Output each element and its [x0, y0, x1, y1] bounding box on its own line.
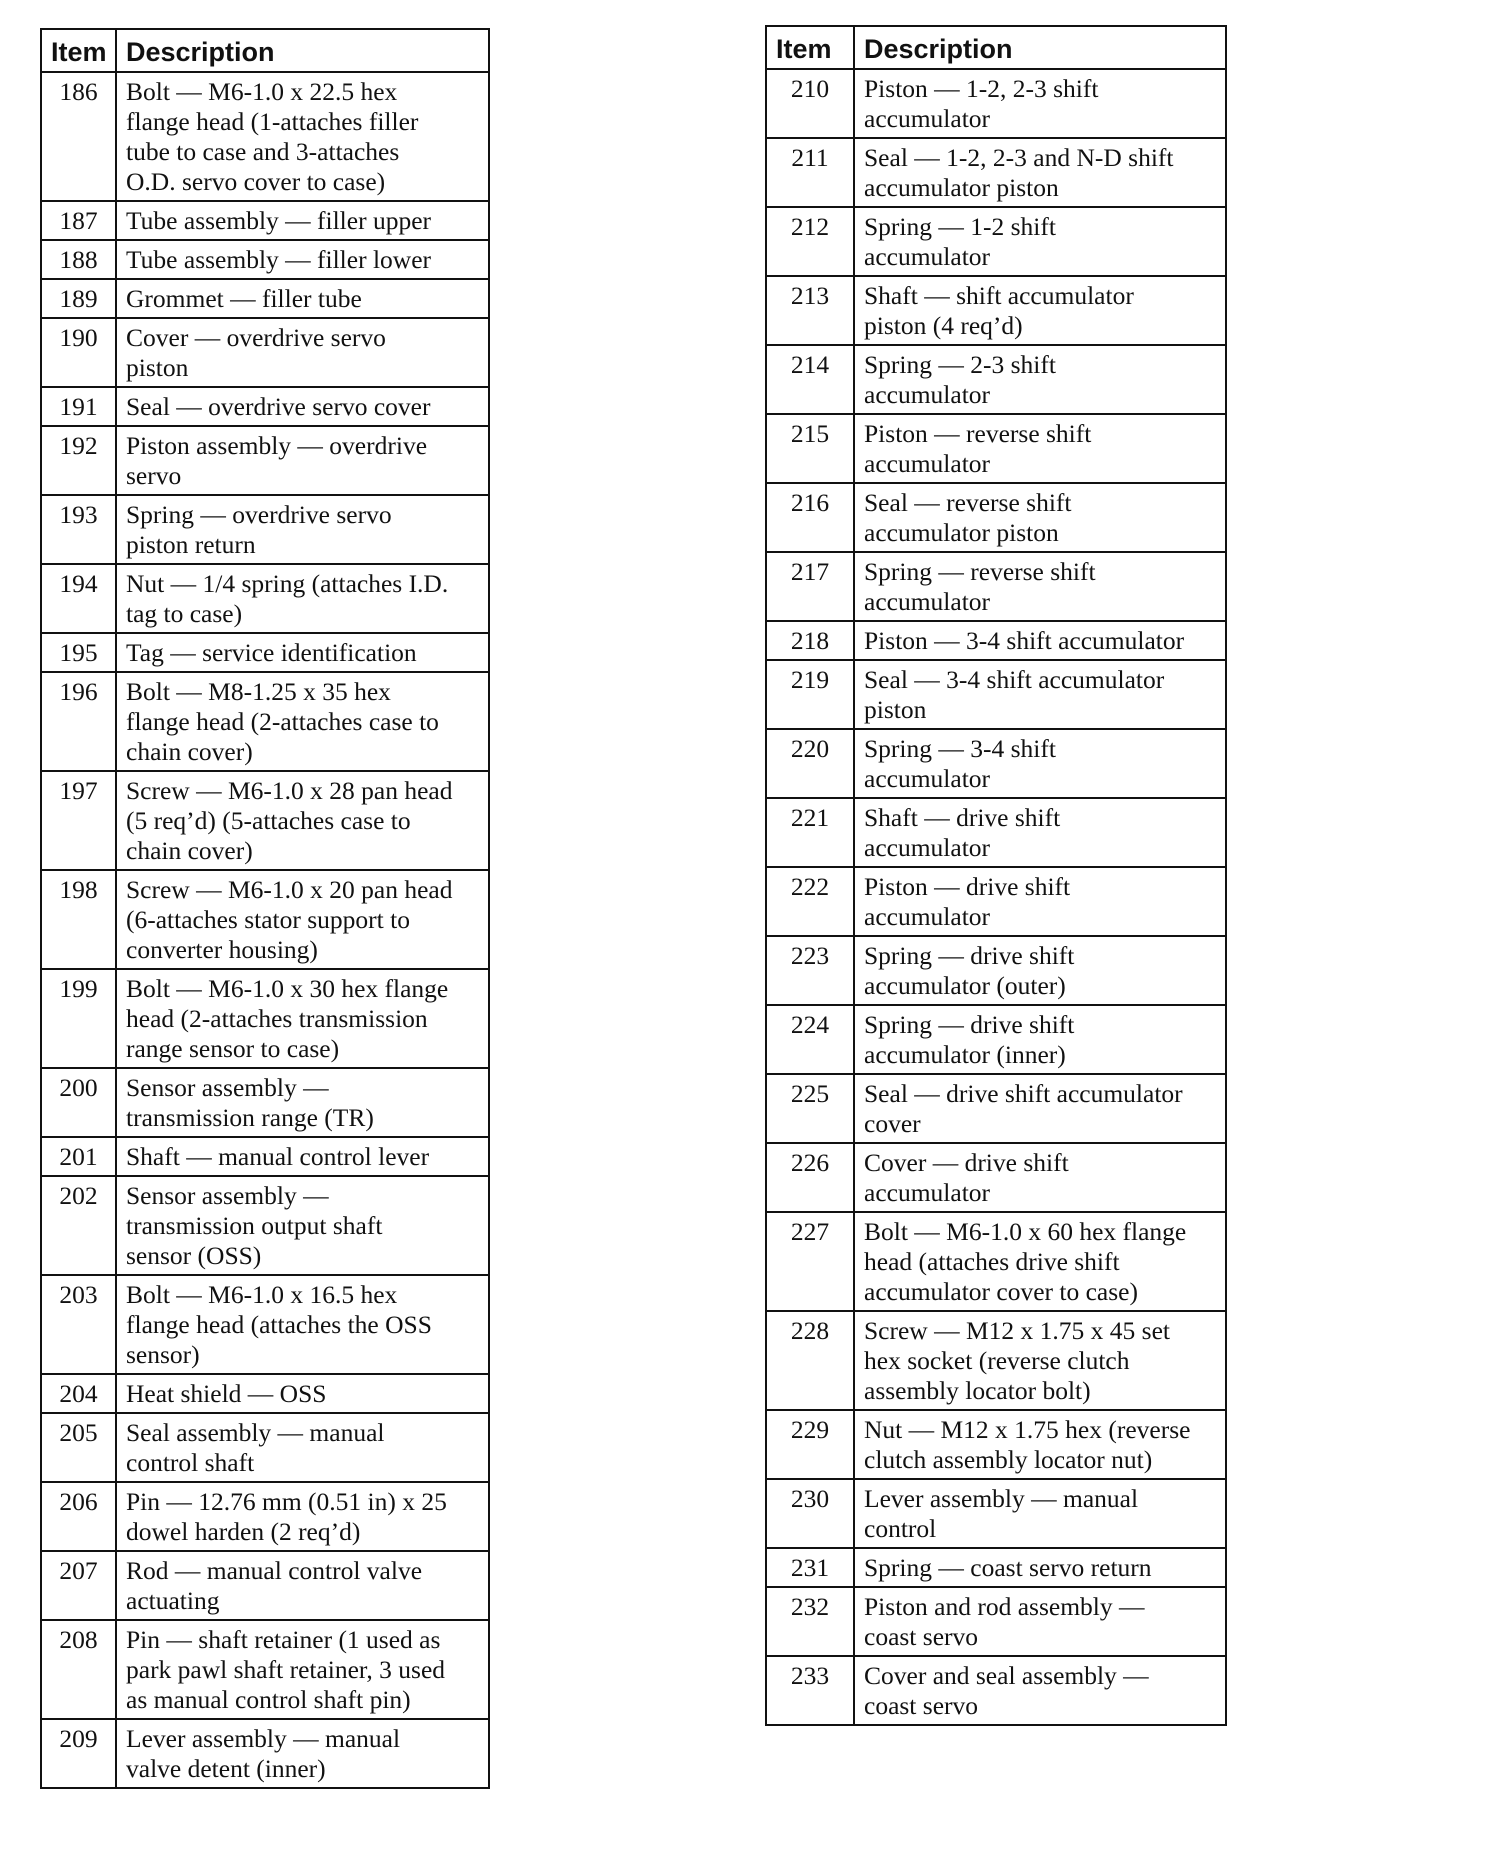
item-number: 194 [41, 564, 116, 633]
description-column-header: Description [116, 29, 489, 72]
table-row [41, 495, 489, 564]
item-number: 205 [41, 1413, 116, 1482]
item-number: 229 [766, 1410, 854, 1479]
item-description: Spring — 2-3 shift accumulator [854, 345, 1226, 414]
table-row [41, 240, 489, 279]
table-row [41, 1374, 489, 1413]
item-number: 228 [766, 1311, 854, 1410]
item-description: Grommet — filler tube [116, 279, 489, 318]
item-description: Sensor assembly — transmission output shaft sensor (OSS) [116, 1176, 489, 1275]
table-row [766, 1656, 1226, 1725]
item-description: Shaft — drive shift accumulator [854, 798, 1226, 867]
item-description: Rod — manual control valve actuating [116, 1551, 489, 1620]
item-number: 233 [766, 1656, 854, 1725]
table-row [41, 969, 489, 1068]
table-row [41, 318, 489, 387]
table-row [41, 1137, 489, 1176]
item-number: 232 [766, 1587, 854, 1656]
item-number: 217 [766, 552, 854, 621]
item-number: 231 [766, 1548, 854, 1587]
item-description: Seal assembly — manual control shaft [116, 1413, 489, 1482]
item-number: 220 [766, 729, 854, 798]
item-number: 222 [766, 867, 854, 936]
table-row [766, 1479, 1226, 1548]
item-description: Piston and rod assembly — coast servo [854, 1587, 1226, 1656]
item-description: Lever assembly — manual control [854, 1479, 1226, 1548]
item-number: 186 [41, 72, 116, 201]
item-description: Lever assembly — manual valve detent (inner) [116, 1719, 489, 1788]
table-row [41, 870, 489, 969]
item-column-header: Item [41, 29, 116, 72]
item-description: Piston assembly — overdrive servo [116, 426, 489, 495]
item-number: 196 [41, 672, 116, 771]
item-number: 224 [766, 1005, 854, 1074]
table-row [41, 672, 489, 771]
item-number: 214 [766, 345, 854, 414]
item-description: Cover and seal assembly — coast servo [854, 1656, 1226, 1725]
table-row [766, 138, 1226, 207]
item-description: Seal — 1-2, 2-3 and N-D shift accumulator piston [854, 138, 1226, 207]
item-description: Piston — reverse shift accumulator [854, 414, 1226, 483]
table-row [766, 483, 1226, 552]
table-row [766, 414, 1226, 483]
item-number: 227 [766, 1212, 854, 1311]
table-row [41, 1068, 489, 1137]
table-row [41, 1482, 489, 1551]
item-description: Cover — overdrive servo piston [116, 318, 489, 387]
item-description: Screw — M12 x 1.75 x 45 set hex socket (reverse clutch assembly locator bolt) [854, 1311, 1226, 1410]
table-row [766, 1005, 1226, 1074]
item-description: Seal — 3-4 shift accumulator piston [854, 660, 1226, 729]
item-description: Bolt — M6-1.0 x 60 hex flange head (attaches drive shift accumulator cover to case) [854, 1212, 1226, 1311]
item-description: Heat shield — OSS [116, 1374, 489, 1413]
table-row [41, 1413, 489, 1482]
item-number: 189 [41, 279, 116, 318]
table-row [41, 1275, 489, 1374]
table-row [766, 276, 1226, 345]
table-row [766, 729, 1226, 798]
table-row [41, 201, 489, 240]
item-description: Cover — drive shift accumulator [854, 1143, 1226, 1212]
table-row [41, 1176, 489, 1275]
table-row [766, 936, 1226, 1005]
item-description: Spring — 1-2 shift accumulator [854, 207, 1226, 276]
item-description: Nut — M12 x 1.75 hex (reverse clutch assembly locator nut) [854, 1410, 1226, 1479]
item-number: 200 [41, 1068, 116, 1137]
item-number: 187 [41, 201, 116, 240]
header-row [766, 26, 1226, 69]
item-number: 206 [41, 1482, 116, 1551]
item-number: 204 [41, 1374, 116, 1413]
item-number: 197 [41, 771, 116, 870]
item-description: Spring — overdrive servo piston return [116, 495, 489, 564]
item-number: 218 [766, 621, 854, 660]
item-number: 191 [41, 387, 116, 426]
item-description: Screw — M6-1.0 x 20 pan head (6-attaches stator support to converter housing) [116, 870, 489, 969]
item-number: 211 [766, 138, 854, 207]
item-description: Tube assembly — filler lower [116, 240, 489, 279]
item-number: 193 [41, 495, 116, 564]
description-column-header: Description [854, 26, 1226, 69]
table-row [766, 1548, 1226, 1587]
item-description: Spring — coast servo return [854, 1548, 1226, 1587]
table-row [766, 660, 1226, 729]
item-description: Seal — reverse shift accumulator piston [854, 483, 1226, 552]
item-number: 207 [41, 1551, 116, 1620]
table-row [766, 69, 1226, 138]
table-row [41, 771, 489, 870]
table-row [41, 279, 489, 318]
item-description: Seal — overdrive servo cover [116, 387, 489, 426]
item-number: 221 [766, 798, 854, 867]
header-row [41, 29, 489, 72]
item-description: Spring — drive shift accumulator (inner) [854, 1005, 1226, 1074]
item-number: 195 [41, 633, 116, 672]
item-description: Bolt — M6-1.0 x 22.5 hex flange head (1-attaches filler tube to case and 3-attaches O.D. servo cover to case) [116, 72, 489, 201]
item-number: 190 [41, 318, 116, 387]
item-number: 209 [41, 1719, 116, 1788]
item-number: 230 [766, 1479, 854, 1548]
item-description: Spring — drive shift accumulator (outer) [854, 936, 1226, 1005]
table-row [41, 387, 489, 426]
item-number: 201 [41, 1137, 116, 1176]
table-row [41, 426, 489, 495]
item-number: 198 [41, 870, 116, 969]
table-row [766, 345, 1226, 414]
item-description: Tube assembly — filler upper [116, 201, 489, 240]
parts-table-left [40, 28, 490, 1789]
item-description: Seal — drive shift accumulator cover [854, 1074, 1226, 1143]
table-row [41, 1719, 489, 1788]
item-description: Tag — service identification [116, 633, 489, 672]
item-description: Nut — 1/4 spring (attaches I.D. tag to case) [116, 564, 489, 633]
table-row [766, 1074, 1226, 1143]
table-row [41, 1620, 489, 1719]
item-description: Piston — 1-2, 2-3 shift accumulator [854, 69, 1226, 138]
item-description: Screw — M6-1.0 x 28 pan head (5 req’d) (5-attaches case to chain cover) [116, 771, 489, 870]
item-description: Spring — 3-4 shift accumulator [854, 729, 1226, 798]
table-row [41, 564, 489, 633]
item-description: Spring — reverse shift accumulator [854, 552, 1226, 621]
item-number: 215 [766, 414, 854, 483]
table-row [766, 1311, 1226, 1410]
item-number: 219 [766, 660, 854, 729]
item-description: Bolt — M8-1.25 x 35 hex flange head (2-attaches case to chain cover) [116, 672, 489, 771]
item-description: Piston — drive shift accumulator [854, 867, 1226, 936]
table-row [41, 72, 489, 201]
item-number: 226 [766, 1143, 854, 1212]
item-description: Sensor assembly — transmission range (TR) [116, 1068, 489, 1137]
item-number: 225 [766, 1074, 854, 1143]
item-number: 192 [41, 426, 116, 495]
item-number: 223 [766, 936, 854, 1005]
item-number: 202 [41, 1176, 116, 1275]
item-description: Bolt — M6-1.0 x 16.5 hex flange head (attaches the OSS sensor) [116, 1275, 489, 1374]
table-row [766, 1143, 1226, 1212]
item-number: 199 [41, 969, 116, 1068]
table-row [41, 1551, 489, 1620]
table-row [766, 798, 1226, 867]
table-row [766, 1587, 1226, 1656]
item-number: 213 [766, 276, 854, 345]
parts-table-right [765, 25, 1227, 1726]
table-row [766, 1410, 1226, 1479]
item-description: Piston — 3-4 shift accumulator [854, 621, 1226, 660]
item-column-header: Item [766, 26, 854, 69]
table-row [766, 552, 1226, 621]
item-number: 210 [766, 69, 854, 138]
item-number: 216 [766, 483, 854, 552]
item-number: 208 [41, 1620, 116, 1719]
table-row [766, 1212, 1226, 1311]
table-row [766, 867, 1226, 936]
table-row [766, 207, 1226, 276]
item-description: Bolt — M6-1.0 x 30 hex flange head (2-attaches transmission range sensor to case) [116, 969, 489, 1068]
item-description: Pin — shaft retainer (1 used as park pawl shaft retainer, 3 used as manual control shaft pin) [116, 1620, 489, 1719]
item-description: Shaft — manual control lever [116, 1137, 489, 1176]
item-number: 212 [766, 207, 854, 276]
table-row [766, 621, 1226, 660]
item-number: 203 [41, 1275, 116, 1374]
item-description: Shaft — shift accumulator piston (4 req’d) [854, 276, 1226, 345]
item-number: 188 [41, 240, 116, 279]
table-row [41, 633, 489, 672]
item-description: Pin — 12.76 mm (0.51 in) x 25 dowel harden (2 req’d) [116, 1482, 489, 1551]
